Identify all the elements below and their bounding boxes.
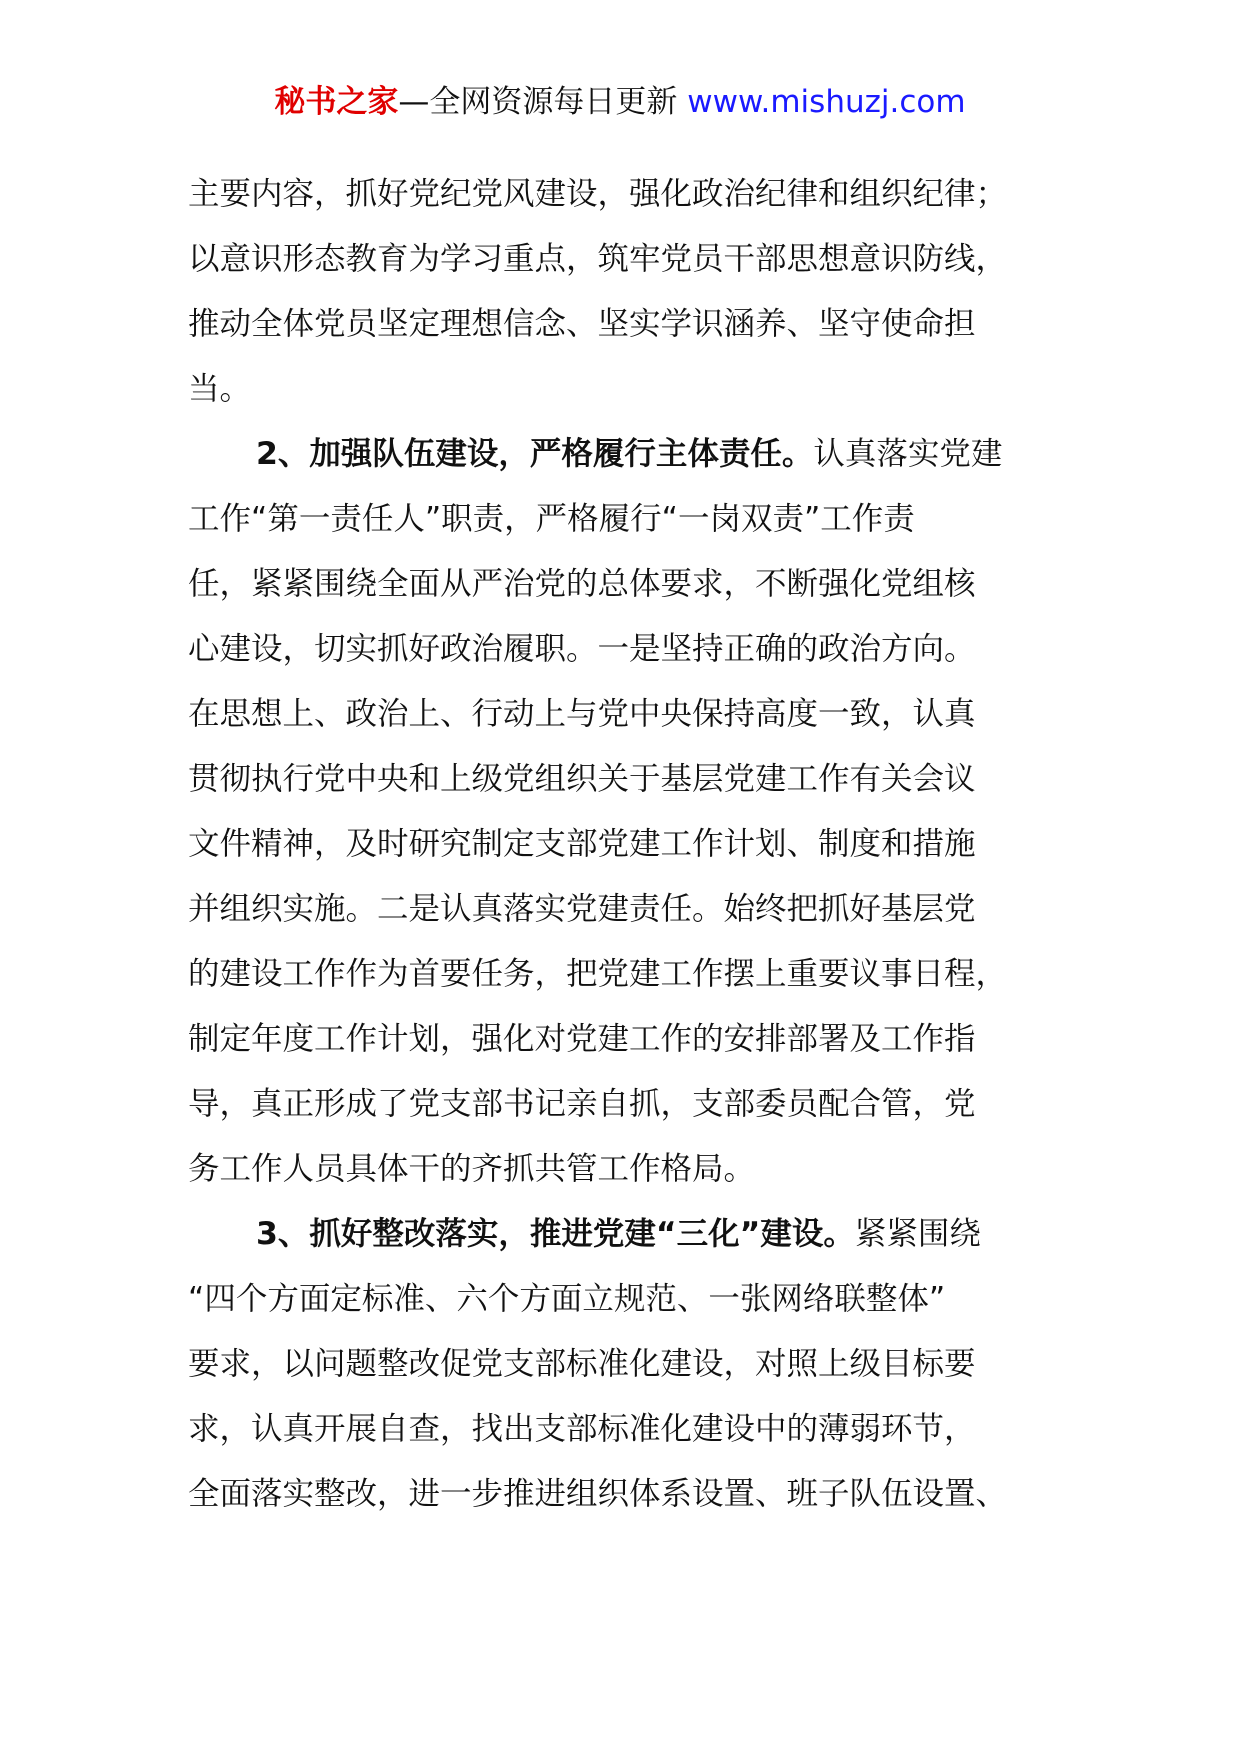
text-line: 制定年度工作计划，强化对党建工作的安排部署及工作指	[188, 1021, 976, 1057]
text-line-rest: 认真落实党建	[813, 436, 1003, 472]
text-line: 在思想上、政治上、行动上与党中央保持高度一致，认真	[188, 696, 976, 732]
section-heading-2: 2、加强队伍建设，严格履行主体责任。	[256, 436, 814, 472]
text-line: 并组织实施。二是认真落实党建责任。始终把抓好基层党	[188, 891, 976, 927]
section-heading-3: 3、抓好整改落实，推进党建“三化”建设。	[256, 1216, 855, 1252]
paragraph-3-first-line	[188, 1202, 1068, 1267]
text-line: “四个方面定标准、六个方面立规范、一张网络联整体”	[188, 1281, 946, 1317]
text-line: 求，认真开展自查，找出支部标准化建设中的薄弱环节，	[188, 1411, 976, 1447]
site-url-link[interactable]: www.mishuzj.com	[687, 84, 966, 120]
text-line: 当。	[188, 371, 252, 407]
text-line: 文件精神，及时研究制定支部党建工作计划、制度和措施	[188, 826, 976, 862]
text-line: 心建设，切实抓好政治履职。一是坚持正确的政治方向。	[188, 631, 976, 667]
text-line-rest: 紧紧围绕	[854, 1216, 981, 1252]
text-line: 推动全体党员坚定理想信念、坚实学识涵养、坚守使命担	[188, 306, 976, 342]
text-line: 全面落实整改，进一步推进组织体系设置、班子队伍设置、	[188, 1476, 1008, 1512]
header-tagline: —全网资源每日更新	[398, 84, 688, 120]
document-body	[188, 162, 1068, 1527]
brand-name: 秘书之家	[274, 84, 399, 120]
site-header	[0, 80, 1240, 124]
text-line: 主要内容，抓好党纪党风建设，强化政治纪律和组织纪律；	[188, 176, 1008, 212]
text-line: 以意识形态教育为学习重点，筑牢党员干部思想意识防线，	[188, 241, 1008, 277]
paragraph-2-first-line	[188, 422, 1068, 487]
text-line: 工作“第一责任人”职责，严格履行“一岗双责”工作责	[188, 501, 915, 537]
text-line: 要求，以问题整改促党支部标准化建设，对照上级目标要	[188, 1346, 976, 1382]
text-line: 的建设工作作为首要任务，把党建工作摆上重要议事日程，	[188, 956, 1008, 992]
text-line: 导，真正形成了党支部书记亲自抓，支部委员配合管，党	[188, 1086, 976, 1122]
text-line: 务工作人员具体干的齐抓共管工作格局。	[188, 1151, 756, 1187]
text-line: 任，紧紧围绕全面从严治党的总体要求，不断强化党组核	[188, 566, 976, 602]
text-line: 贯彻执行党中央和上级党组织关于基层党建工作有关会议	[188, 761, 976, 797]
